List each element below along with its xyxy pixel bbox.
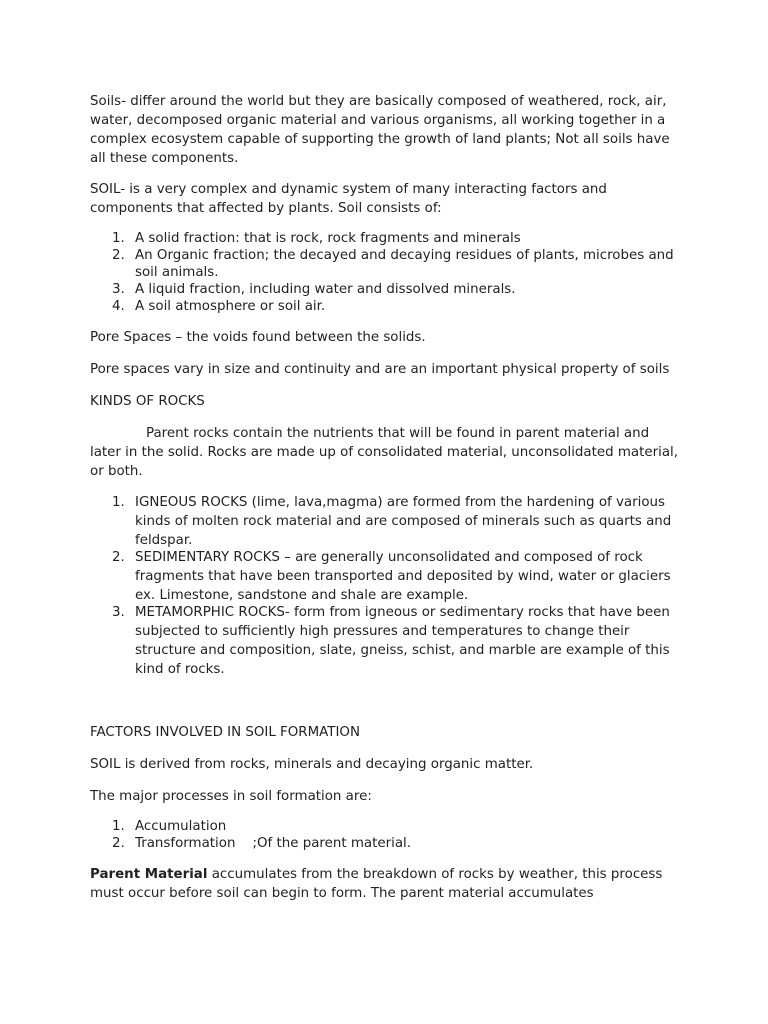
pore-spaces-description: Pore spaces vary in size and continuity and are an important physical property of soils bbox=[90, 362, 670, 377]
list-item-text: METAMORPHIC ROCKS- form from igneous or sedimentary rocks that have been subjected to sufficiently high pressures and temperatures to change their structure and composition, slate, gneiss, schist, and marble are example of this kind of rocks. bbox=[135, 605, 670, 677]
list-item bbox=[90, 230, 680, 247]
list-item bbox=[90, 835, 680, 852]
list-item bbox=[90, 247, 680, 281]
parent-material-term: Parent Material bbox=[90, 867, 208, 882]
pore-spaces-definition: Pore Spaces – the voids found between the solids. bbox=[90, 330, 426, 345]
parent-material-text: accumulates from the breakdown of rocks by weather, this process must occur before soil can begin to form. The parent material accumulates bbox=[90, 867, 663, 901]
list-item-text: IGNEOUS ROCKS (lime, lava,magma) are formed from the hardening of various kinds of molten rock material and are composed of minerals such as quarts and feldspar. bbox=[135, 495, 672, 548]
list-number: 3. bbox=[112, 282, 125, 297]
list-item-text: A soil atmosphere or soil air. bbox=[135, 299, 326, 314]
soils-paragraph: Soils- differ around the world but they are basically composed of weathered, rock, air, water, decomposed organic material and various organisms, all working together in a complex ecosystem capable of supporting the growth of land plants; Not all soils have all these components. bbox=[90, 94, 670, 166]
list-number: 1. bbox=[112, 819, 125, 834]
list-item bbox=[90, 493, 680, 550]
list-item-text: A liquid fraction, including water and dissolved minerals. bbox=[135, 282, 516, 297]
list-item-text: A solid fraction: that is rock, rock fragments and minerals bbox=[135, 231, 521, 246]
list-item-text: An Organic fraction; the decayed and decaying residues of plants, microbes and soil animals. bbox=[135, 248, 674, 280]
soil-formation-heading: FACTORS INVOLVED IN SOIL FORMATION bbox=[90, 725, 360, 740]
list-number: 2. bbox=[112, 248, 125, 263]
processes-list bbox=[90, 818, 680, 852]
parent-rocks-paragraph: Parent rocks contain the nutrients that will be found in parent material and later in the solid. Rocks are made up of consolidated material, unconsolidated material, or both. bbox=[90, 426, 679, 479]
list-number: 1. bbox=[112, 495, 125, 510]
list-number: 2. bbox=[112, 836, 125, 851]
list-item-text: SEDIMENTARY ROCKS – are generally unconsolidated and composed of rock fragments that have been transported and deposited by wind, water or glaciers ex. Limestone, sandstone and shale are example. bbox=[135, 550, 671, 603]
list-item bbox=[90, 281, 680, 298]
list-number: 4. bbox=[112, 299, 125, 314]
soil-derived-paragraph: SOIL is derived from rocks, minerals and decaying organic matter. bbox=[90, 757, 534, 772]
soil-components-list bbox=[90, 230, 680, 315]
list-number: 1. bbox=[112, 231, 125, 246]
major-processes-intro: The major processes in soil formation are: bbox=[90, 789, 372, 804]
document-page bbox=[90, 92, 680, 903]
list-item bbox=[90, 548, 680, 605]
list-item-text: Transformation bbox=[135, 836, 236, 851]
list-number: 2. bbox=[112, 550, 125, 565]
list-item-text: Accumulation bbox=[135, 819, 227, 834]
list-number: 3. bbox=[112, 605, 125, 620]
list-item bbox=[90, 603, 680, 679]
parent-material-paragraph bbox=[90, 865, 680, 903]
list-item bbox=[90, 818, 680, 835]
soil-definition: SOIL- is a very complex and dynamic system of many interacting factors and components that affected by plants. Soil consists of: bbox=[90, 182, 607, 216]
list-item bbox=[90, 298, 680, 315]
list-item-suffix: ;Of the parent material. bbox=[252, 836, 412, 851]
kinds-of-rocks-heading: KINDS OF ROCKS bbox=[90, 394, 205, 409]
rock-kinds-list bbox=[90, 493, 680, 679]
